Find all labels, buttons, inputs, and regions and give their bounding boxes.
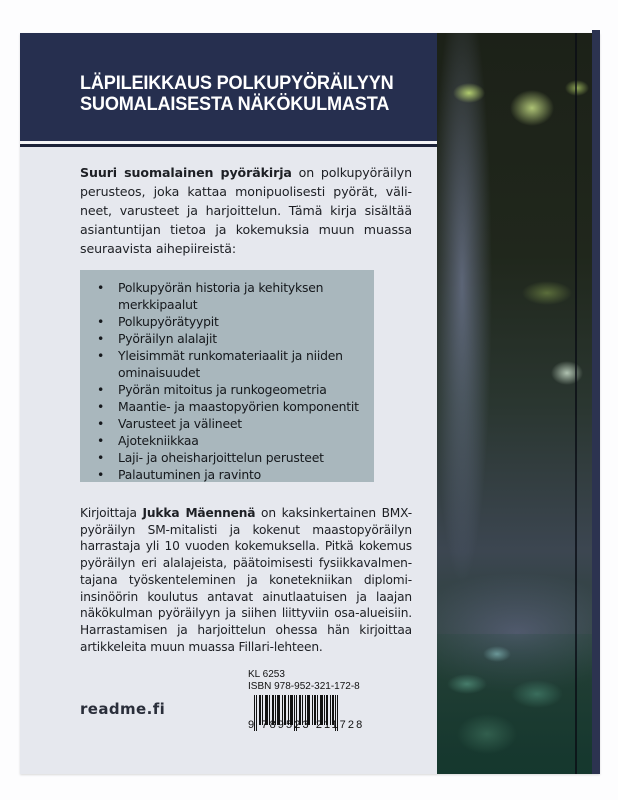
kl-code: KL 6253 (248, 669, 285, 680)
spine-edge (592, 30, 600, 774)
bullet-icon: • (97, 280, 105, 295)
isbn-label: ISBN 978-952-321-172-8 (248, 681, 360, 692)
cover-headline (80, 73, 394, 115)
topic-item: • Pyöräilyn alalajit (97, 331, 217, 346)
bullet-icon: • (97, 331, 105, 346)
bullet-icon: • (97, 433, 105, 448)
intro-bold-lead: Suuri suomalainen pyöräkirja (80, 165, 292, 180)
bullet-icon: • (97, 314, 105, 329)
book-back-cover (20, 33, 600, 774)
headline-line-2: SUOMALAISESTA NÄKÖKULMASTA (80, 93, 390, 115)
header-divider-dark (20, 144, 437, 147)
topic-item: • Ajotekniikkaa (97, 433, 199, 448)
bullet-icon: • (97, 399, 105, 414)
topic-item: • Polkupyörän historia ja kehityksen merkkipaalut (97, 280, 324, 312)
author-bio: Kirjoittaja Jukka Mäennenä on kaksinkertainen BMX-pyöräilyn SM-mitalisti ja kokenut maastopyöräilyn harrastaja yli 10 vuoden kokemuksella. Pitkä kokemus pyöräilyn eri alalajeista, päätoimisesti fysiikkavalmen- tajana työskenteleminen ja konetekniikan diplomi- insinöörin koulutus antavat ainutlaatuisen ja laajan näkökulman pyöräilyyn ja siihen liittyviin osa-alueisiin. Harrastamisen ja harjoittelun ohessa hän kirjoittaa artikkeleita muun muassa Fillari-lehteen. (80, 506, 412, 654)
topic-item: • Maantie- ja maastopyörien komponentit (97, 399, 359, 414)
bullet-icon: • (97, 382, 105, 397)
topic-item: • Laji- ja oheisharjoittelun perusteet (97, 450, 324, 465)
bullet-icon: • (97, 348, 105, 363)
topics-list (94, 279, 364, 483)
headline-line-1: LÄPILEIKKAUS POLKUPYÖRÄILYYN (80, 72, 394, 94)
publisher-logo: readme.fi (80, 700, 166, 718)
topic-item: • Palautuminen ja ravinto (97, 467, 262, 482)
intro-paragraph (80, 163, 412, 258)
topic-item: • Polkupyörätyypit (97, 314, 219, 329)
topic-item: • Varusteet ja välineet (97, 416, 242, 431)
bullet-icon: • (97, 416, 105, 431)
cover-header-band (20, 33, 437, 141)
spine-crease (575, 33, 577, 774)
ean-digits: 9 789523 211728 (248, 719, 365, 731)
bullet-icon: • (97, 450, 105, 465)
intro-text: on polkupyöräilyn perusteos, joka kattaa monipuolisesti pyörät, väli- neet, varusteet ja harjoittelun. Tämä kirja sisältää asiantuntijan tietoa ja kokemuksia muun muassa seuraavista aihepiireistä: (80, 165, 412, 256)
bullet-icon: • (97, 467, 105, 482)
topic-item: • Pyörän mitoitus ja runkogeometria (97, 382, 327, 397)
author-name: Jukka Mäennenä (142, 506, 256, 520)
topic-item: • Yleisimmät runkomateriaalit ja niiden ominaisuudet (97, 348, 343, 380)
barcode-block (248, 669, 368, 731)
topics-box (80, 270, 374, 482)
